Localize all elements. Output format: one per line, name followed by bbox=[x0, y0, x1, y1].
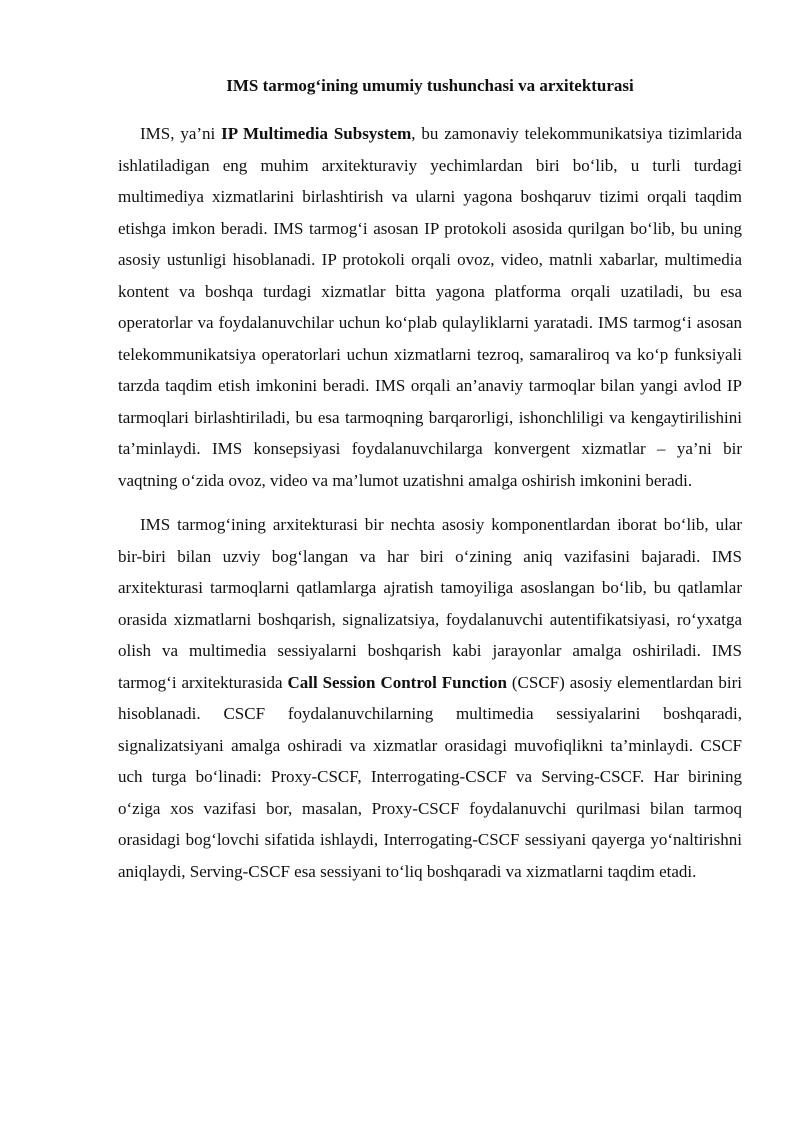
paragraph-text: IMS tarmog‘ining arxitekturasi bir nechta asosiy komponentlardan iborat bo‘lib, ular bir-biri bilan uzviy bog‘langan va har biri o‘zining aniq vazifasini bajaradi. IMS arxitekturasi tarmoqlarni qatlamlarga ajratish tamoyiliga asoslangan bo‘lib, bu qatlamlar orasida xizmatlarni boshqarish, signalizatsiya, foydalanuvchi autentifikatsiyasi, ro‘yxatga olish va multimedia sessiyalarni boshqarish kabi jarayonlar amalga oshiriladi. IMS tarmog‘i arxitekturasida bbox=[118, 515, 742, 692]
paragraph-text: IMS, ya’ni bbox=[140, 124, 222, 143]
paragraph-ims-overview bbox=[118, 118, 742, 496]
document-title: IMS tarmog‘ining umumiy tushunchasi va arxitekturasi bbox=[226, 76, 634, 95]
document-page bbox=[118, 68, 742, 887]
bold-term-cscf: Call Session Control Function bbox=[287, 672, 507, 692]
paragraph-ims-architecture bbox=[118, 509, 742, 887]
paragraph-text: (CSCF) asosiy elementlardan biri hisoblanadi. CSCF foydalanuvchilarning multimedia sessiyalarini boshqaradi, signalizatsiyani amalga oshiradi va xizmatlar orasidagi muvofiqlikni ta’minlaydi. CSCF uch turga bo‘linadi: Proxy-CSCF, Interrogating-CSCF va Serving-CSCF. Har birining o‘ziga xos vazifasi bor, masalan, Proxy-CSCF foydalanuvchi qurilmasi bilan tarmoq orasidagi bog‘lovchi sifatida ishlaydi, Interrogating-CSCF sessiyani qayerga yo‘naltirishni aniqlaydi, Serving-CSCF esa sessiyani to‘liq boshqaradi va xizmatlarni taqdim etadi. bbox=[118, 672, 742, 881]
paragraph-text: , bu zamonaviy telekommunikatsiya tizimlarida ishlatiladigan eng muhim arxitekturaviy yechimlardan biri bo‘lib, u turli turdagi multimediya xizmatlarini birlashtirish va ularni yagona boshqaruv tizimi orqali taqdim etishga imkon beradi. IMS tarmog‘i asosan IP protokoli asosida qurilgan bo‘lib, bu uning asosiy ustunligi hisoblanadi. IP protokoli orqali ovoz, video, matnli xabarlar, multimedia kontent va boshqa turdagi xizmatlar bitta yagona platforma orqali uzatiladi, bu esa operatorlar va foydalanuvchilar uchun ko‘plab qulayliklarni yaratadi. IMS tarmog‘i asosan telekommunikatsiya operatorlari uchun xizmatlarni tezroq, samaraliroq va ko‘p funksiyali tarzda taqdim etish imkonini beradi. IMS orqali an’anaviy tarmoqlar bilan yangi avlod IP tarmoqlari birlashtiriladi, bu esa tarmoqning barqarorligi, ishonchliligi va kengaytirilishini ta’minlaydi. IMS konsepsiyasi foydalanuvchilarga konvergent xizmatlar – ya’ni bir vaqtning o‘zida ovoz, video va ma’lumot uzatishni amalga oshirish imkonini beradi. bbox=[118, 124, 742, 490]
bold-term-ip-multimedia-subsystem: IP Multimedia Subsystem bbox=[221, 124, 412, 143]
